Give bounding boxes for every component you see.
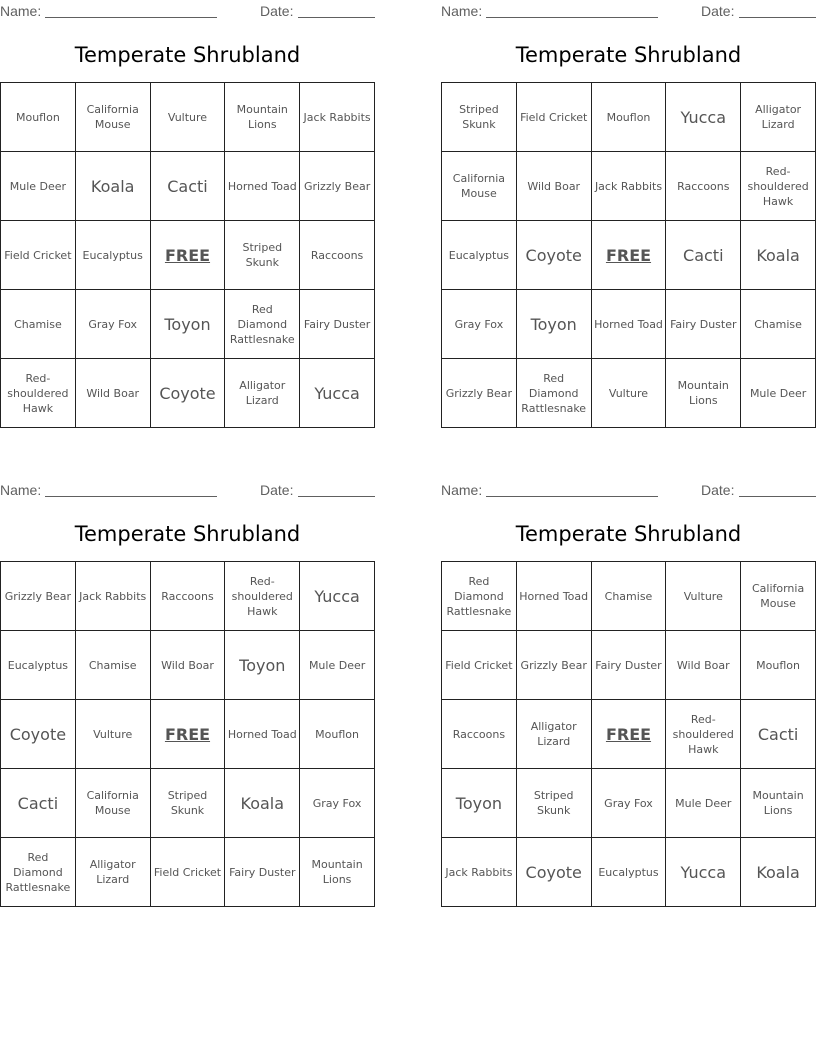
- bingo-cell: Yucca: [666, 838, 741, 907]
- card-title: Temperate Shrubland: [515, 522, 742, 546]
- card-title: Temperate Shrubland: [74, 522, 301, 546]
- bingo-cell: Field Cricket: [150, 838, 225, 907]
- bingo-card: [0, 479, 375, 907]
- bingo-cell: Fairy Duster: [666, 290, 741, 359]
- bingo-cell: Koala: [741, 838, 816, 907]
- bingo-cell: Horned Toad: [225, 700, 300, 769]
- bingo-cell: Horned Toad: [225, 152, 300, 221]
- grid-row: [442, 83, 816, 152]
- bingo-cell: Alligator Lizard: [225, 359, 300, 428]
- bingo-grid: [0, 82, 375, 428]
- grid-row: [442, 838, 816, 907]
- name-blank-line: [45, 496, 217, 497]
- bingo-cell: Wild Boar: [516, 152, 591, 221]
- bingo-cell: Grizzly Bear: [1, 562, 76, 631]
- bingo-cell: Red-shouldered Hawk: [741, 152, 816, 221]
- bingo-cell: Mountain Lions: [300, 838, 375, 907]
- bingo-cell: Grizzly Bear: [516, 631, 591, 700]
- bingo-cell: Field Cricket: [516, 83, 591, 152]
- bingo-cell: Mule Deer: [300, 631, 375, 700]
- bingo-cell: Cacti: [741, 700, 816, 769]
- bingo-cell: Toyon: [225, 631, 300, 700]
- date-label: Date:: [260, 482, 294, 498]
- date-blank-line: [298, 496, 375, 497]
- bingo-cell: Field Cricket: [442, 631, 517, 700]
- grid-row: [1, 221, 375, 290]
- bingo-cell: Mountain Lions: [225, 83, 300, 152]
- bingo-cell: Mountain Lions: [741, 769, 816, 838]
- bingo-cell: Jack Rabbits: [75, 562, 150, 631]
- card-title: Temperate Shrubland: [515, 43, 742, 67]
- grid-row: [442, 290, 816, 359]
- date-blank-line: [739, 496, 816, 497]
- bingo-cell: Vulture: [75, 700, 150, 769]
- bingo-cell: Raccoons: [150, 562, 225, 631]
- bingo-cell: Grizzly Bear: [442, 359, 517, 428]
- bingo-cell: Raccoons: [442, 700, 517, 769]
- bingo-cell: Gray Fox: [442, 290, 517, 359]
- name-label: Name:: [0, 482, 42, 498]
- bingo-cell: Alligator Lizard: [75, 838, 150, 907]
- bingo-cell: Gray Fox: [591, 769, 666, 838]
- card-title: Temperate Shrubland: [74, 43, 301, 67]
- bingo-card: [441, 0, 816, 428]
- bingo-cell: Red-shouldered Hawk: [225, 562, 300, 631]
- date-label: Date:: [260, 3, 294, 19]
- grid-row: [442, 359, 816, 428]
- bingo-cell: Wild Boar: [666, 631, 741, 700]
- bingo-cell: Alligator Lizard: [516, 700, 591, 769]
- bingo-cell: Raccoons: [300, 221, 375, 290]
- bingo-cell: Wild Boar: [150, 631, 225, 700]
- bingo-cell: Mountain Lions: [666, 359, 741, 428]
- grid-row: [442, 700, 816, 769]
- date-blank-line: [739, 17, 816, 18]
- bingo-cell: Striped Skunk: [516, 769, 591, 838]
- bingo-cell: Chamise: [591, 562, 666, 631]
- grid-row: [1, 769, 375, 838]
- grid-row: [1, 562, 375, 631]
- bingo-cell: Eucalyptus: [1, 631, 76, 700]
- bingo-grid: [441, 561, 816, 907]
- date-label: Date:: [701, 482, 735, 498]
- bingo-cell: Grizzly Bear: [300, 152, 375, 221]
- bingo-cell: Wild Boar: [75, 359, 150, 428]
- name-date-row: [441, 479, 816, 501]
- free-space-cell: FREE: [150, 700, 225, 769]
- bingo-cell: Horned Toad: [516, 562, 591, 631]
- bingo-cell: Mouflon: [1, 83, 76, 152]
- bingo-cell: Chamise: [1, 290, 76, 359]
- bingo-cell: Vulture: [591, 359, 666, 428]
- name-date-row: [0, 0, 375, 22]
- bingo-cell: Eucalyptus: [442, 221, 517, 290]
- bingo-cell: Fairy Duster: [225, 838, 300, 907]
- grid-row: [442, 152, 816, 221]
- date-label: Date:: [701, 3, 735, 19]
- bingo-cell: Koala: [75, 152, 150, 221]
- bingo-cell: Chamise: [75, 631, 150, 700]
- bingo-cell: Toyon: [516, 290, 591, 359]
- bingo-cell: Vulture: [150, 83, 225, 152]
- bingo-cell: Mouflon: [591, 83, 666, 152]
- bingo-cell: Koala: [225, 769, 300, 838]
- name-blank-line: [486, 17, 658, 18]
- grid-row: [442, 631, 816, 700]
- bingo-cell: Field Cricket: [1, 221, 76, 290]
- bingo-cell: Red Diamond Rattlesnake: [225, 290, 300, 359]
- free-space-cell: FREE: [150, 221, 225, 290]
- bingo-cell: California Mouse: [75, 769, 150, 838]
- grid-row: [1, 290, 375, 359]
- bingo-cell: Red Diamond Rattlesnake: [442, 562, 517, 631]
- bingo-cell: Cacti: [150, 152, 225, 221]
- bingo-card: [441, 479, 816, 907]
- bingo-cell: Jack Rabbits: [300, 83, 375, 152]
- bingo-cell: Cacti: [1, 769, 76, 838]
- bingo-cell: Yucca: [300, 562, 375, 631]
- bingo-cell: Gray Fox: [75, 290, 150, 359]
- grid-row: [1, 700, 375, 769]
- bingo-cell: Jack Rabbits: [591, 152, 666, 221]
- grid-row: [442, 769, 816, 838]
- free-space-cell: FREE: [591, 221, 666, 290]
- bingo-cell: Mule Deer: [666, 769, 741, 838]
- bingo-cell: Red-shouldered Hawk: [1, 359, 76, 428]
- name-date-row: [441, 0, 816, 22]
- bingo-cell: Raccoons: [666, 152, 741, 221]
- bingo-card: [0, 0, 375, 428]
- bingo-cell: Red Diamond Rattlesnake: [516, 359, 591, 428]
- bingo-cell: Fairy Duster: [591, 631, 666, 700]
- bingo-cell: Striped Skunk: [225, 221, 300, 290]
- bingo-cell: Fairy Duster: [300, 290, 375, 359]
- bingo-cell: California Mouse: [442, 152, 517, 221]
- name-blank-line: [45, 17, 217, 18]
- bingo-cell: Vulture: [666, 562, 741, 631]
- bingo-cell: Mouflon: [300, 700, 375, 769]
- bingo-cell: Coyote: [1, 700, 76, 769]
- bingo-cell: Red Diamond Rattlesnake: [1, 838, 76, 907]
- bingo-cell: Gray Fox: [300, 769, 375, 838]
- grid-row: [1, 631, 375, 700]
- bingo-cell: Coyote: [516, 838, 591, 907]
- free-space-cell: FREE: [591, 700, 666, 769]
- grid-row: [1, 83, 375, 152]
- bingo-cell: Red-shouldered Hawk: [666, 700, 741, 769]
- bingo-cell: Eucalyptus: [591, 838, 666, 907]
- bingo-cell: Coyote: [150, 359, 225, 428]
- name-date-row: [0, 479, 375, 501]
- bingo-cell: Yucca: [666, 83, 741, 152]
- bingo-cell: Alligator Lizard: [741, 83, 816, 152]
- bingo-cell: Striped Skunk: [442, 83, 517, 152]
- bingo-cell: Mule Deer: [741, 359, 816, 428]
- grid-row: [442, 221, 816, 290]
- bingo-cell: Koala: [741, 221, 816, 290]
- bingo-cell: Yucca: [300, 359, 375, 428]
- grid-row: [1, 838, 375, 907]
- name-blank-line: [486, 496, 658, 497]
- grid-row: [442, 562, 816, 631]
- bingo-cell: Striped Skunk: [150, 769, 225, 838]
- bingo-cell: California Mouse: [741, 562, 816, 631]
- bingo-cell: Toyon: [442, 769, 517, 838]
- grid-row: [1, 152, 375, 221]
- name-label: Name:: [441, 3, 483, 19]
- bingo-grid: [0, 561, 375, 907]
- name-label: Name:: [441, 482, 483, 498]
- bingo-cell: Mule Deer: [1, 152, 76, 221]
- grid-row: [1, 359, 375, 428]
- bingo-grid: [441, 82, 816, 428]
- bingo-cell: Coyote: [516, 221, 591, 290]
- name-label: Name:: [0, 3, 42, 19]
- bingo-cell: Jack Rabbits: [442, 838, 517, 907]
- bingo-cell: Horned Toad: [591, 290, 666, 359]
- bingo-cell: Eucalyptus: [75, 221, 150, 290]
- bingo-cell: Chamise: [741, 290, 816, 359]
- bingo-cell: Mouflon: [741, 631, 816, 700]
- bingo-cell: California Mouse: [75, 83, 150, 152]
- date-blank-line: [298, 17, 375, 18]
- bingo-cell: Toyon: [150, 290, 225, 359]
- bingo-cell: Cacti: [666, 221, 741, 290]
